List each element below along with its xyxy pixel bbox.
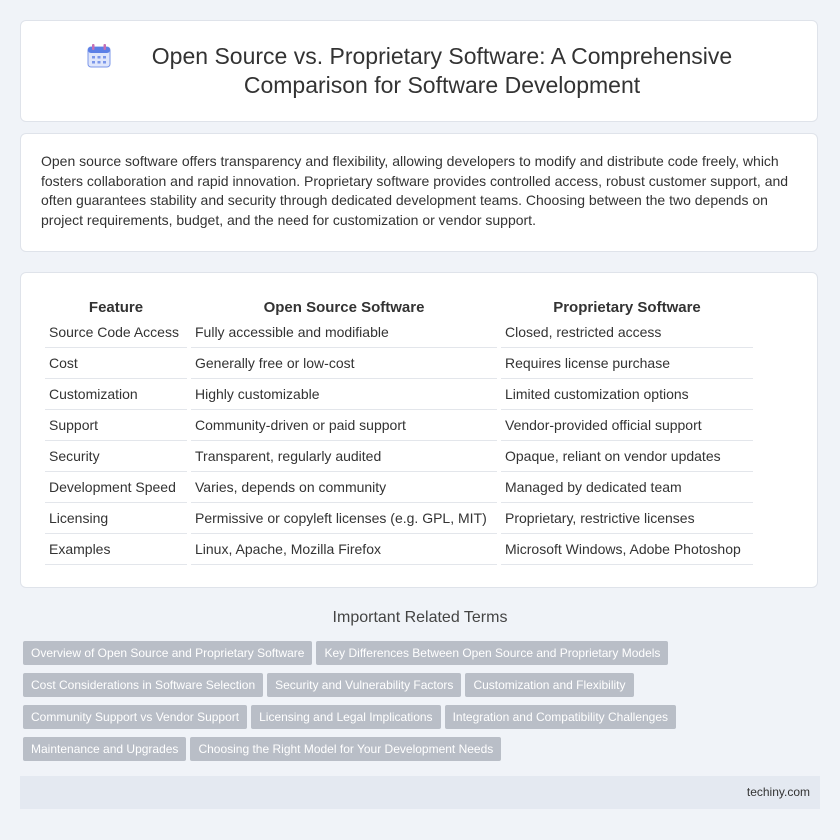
table-row [45, 503, 753, 534]
related-terms-list [23, 641, 823, 769]
proprietary-cell: Limited customization options [501, 379, 753, 410]
table-header-row [45, 295, 753, 317]
related-term-tag[interactable]: Cost Considerations in Software Selection [23, 673, 263, 697]
table-row [45, 472, 753, 503]
feature-cell: Source Code Access [45, 317, 187, 348]
feature-cell: Security [45, 441, 187, 472]
table-row [45, 379, 753, 410]
proprietary-cell: Opaque, reliant on vendor updates [501, 441, 753, 472]
related-term-tag[interactable]: Choosing the Right Model for Your Development Needs [190, 737, 501, 761]
open-source-cell: Highly customizable [191, 379, 497, 410]
table-row [45, 534, 753, 565]
open-source-cell: Linux, Apache, Mozilla Firefox [191, 534, 497, 565]
related-term-tag[interactable]: Maintenance and Upgrades [23, 737, 186, 761]
related-term-tag[interactable]: Community Support vs Vendor Support [23, 705, 247, 729]
calendar-icon [86, 43, 112, 69]
open-source-cell: Varies, depends on community [191, 472, 497, 503]
header-feature: Feature [88, 298, 144, 316]
related-term-tag[interactable]: Security and Vulnerability Factors [267, 673, 461, 697]
comparison-card [20, 272, 818, 588]
feature-cell: Cost [45, 348, 187, 379]
intro-card [20, 133, 818, 252]
feature-cell: Examples [45, 534, 187, 565]
related-term-tag[interactable]: Key Differences Between Open Source and Proprietary Models [316, 641, 668, 665]
footer-site[interactable]: techiny.com [746, 785, 810, 799]
related-terms-title: Important Related Terms [332, 609, 508, 626]
feature-cell: Support [45, 410, 187, 441]
proprietary-cell: Closed, restricted access [501, 317, 753, 348]
proprietary-cell: Microsoft Windows, Adobe Photoshop [501, 534, 753, 565]
table-row [45, 410, 753, 441]
header-proprietary: Proprietary Software [553, 298, 701, 316]
proprietary-cell: Requires license purchase [501, 348, 753, 379]
open-source-cell: Generally free or low-cost [191, 348, 497, 379]
related-term-tag[interactable]: Customization and Flexibility [465, 673, 633, 697]
comparison-table [41, 295, 757, 565]
open-source-cell: Fully accessible and modifiable [191, 317, 497, 348]
header-open-source: Open Source Software [263, 298, 425, 316]
feature-cell: Customization [45, 379, 187, 410]
open-source-cell: Transparent, regularly audited [191, 441, 497, 472]
table-row [45, 317, 753, 348]
title-wrap [86, 42, 752, 100]
page-title: Open Source vs. Proprietary Software: A Comprehensive Comparison for Software Development [151, 43, 733, 98]
feature-cell: Development Speed [45, 472, 187, 503]
feature-cell: Licensing [45, 503, 187, 534]
footer [20, 776, 820, 809]
intro-text: Open source software offers transparency and flexibility, allowing developers to modify and distribute code freely, which fosters collaboration and rapid innovation. Proprietary software provides controlled access, robust customer support, and often guarantees stability and security through dedicated development teams. Choosing between the two depends on project requirements, budget, and the need for customization or vendor support. [41, 153, 789, 228]
related-term-tag[interactable]: Integration and Compatibility Challenges [445, 705, 676, 729]
table-row [45, 348, 753, 379]
table-row [45, 441, 753, 472]
proprietary-cell: Vendor-provided official support [501, 410, 753, 441]
related-term-tag[interactable]: Licensing and Legal Implications [251, 705, 440, 729]
proprietary-cell: Proprietary, restrictive licenses [501, 503, 753, 534]
proprietary-cell: Managed by dedicated team [501, 472, 753, 503]
title-card [20, 20, 818, 122]
open-source-cell: Community-driven or paid support [191, 410, 497, 441]
open-source-cell: Permissive or copyleft licenses (e.g. GPL, MIT) [191, 503, 497, 534]
related-term-tag[interactable]: Overview of Open Source and Proprietary Software [23, 641, 312, 665]
